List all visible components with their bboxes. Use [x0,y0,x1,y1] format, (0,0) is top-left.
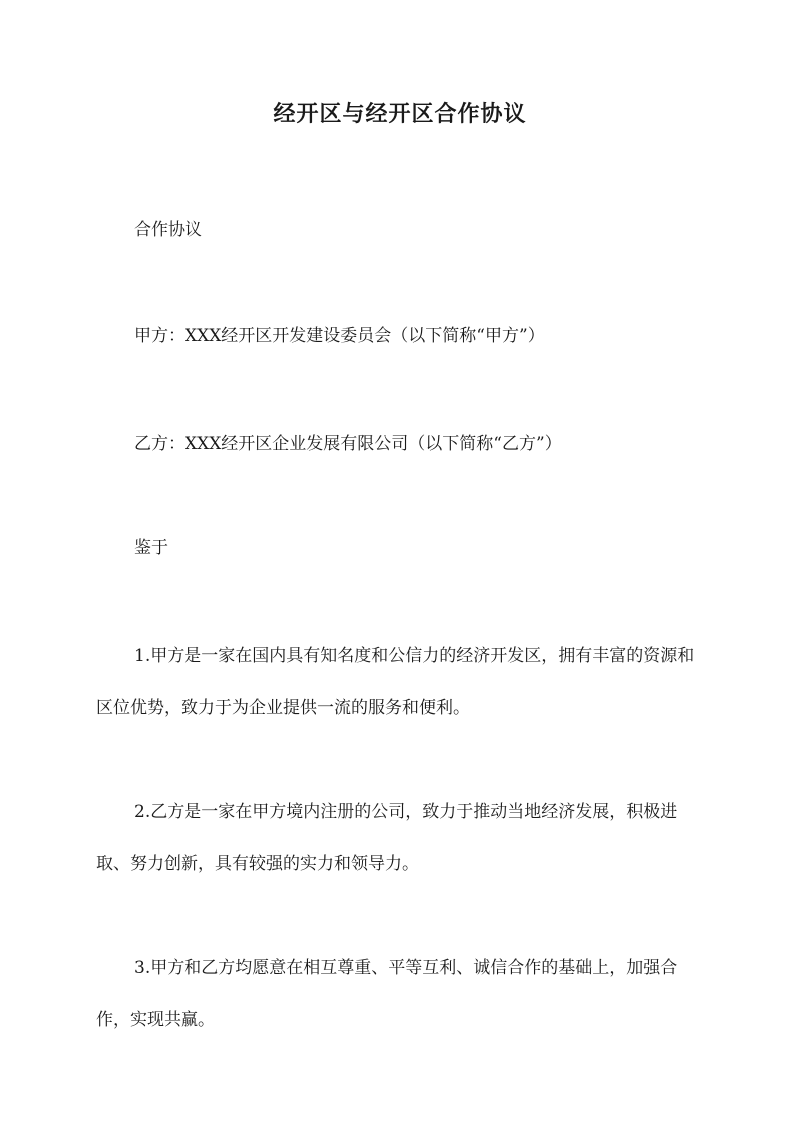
paragraph-clause-2: 2.乙方是一家在甲方境内注册的公司，致力于推动当地经济发展，积极进取、努力创新，具有较强的实力和领导力。 [96,802,678,874]
paragraph-clause-3: 3.甲方和乙方均愿意在相互尊重、平等互利、诚信合作的基础上，加强合作，实现共赢。 [96,958,678,1030]
paragraph-whereas: 鉴于 [134,538,168,558]
paragraph-heading: 合作协议 [134,220,202,240]
paragraph-party-b: 乙方：XXX经开区企业发展有限公司（以下简称“乙方”） [134,434,562,454]
paragraph-party-a: 甲方：XXX经开区开发建设委员会（以下简称“甲方”） [134,326,545,346]
paragraph-clause-1: 1.甲方是一家在国内具有知名度和公信力的经济开发区，拥有丰富的资源和区位优势，致力于为企业提供一流的服务和便利。 [96,646,695,718]
document-title: 经开区与经开区合作协议 [273,101,527,127]
